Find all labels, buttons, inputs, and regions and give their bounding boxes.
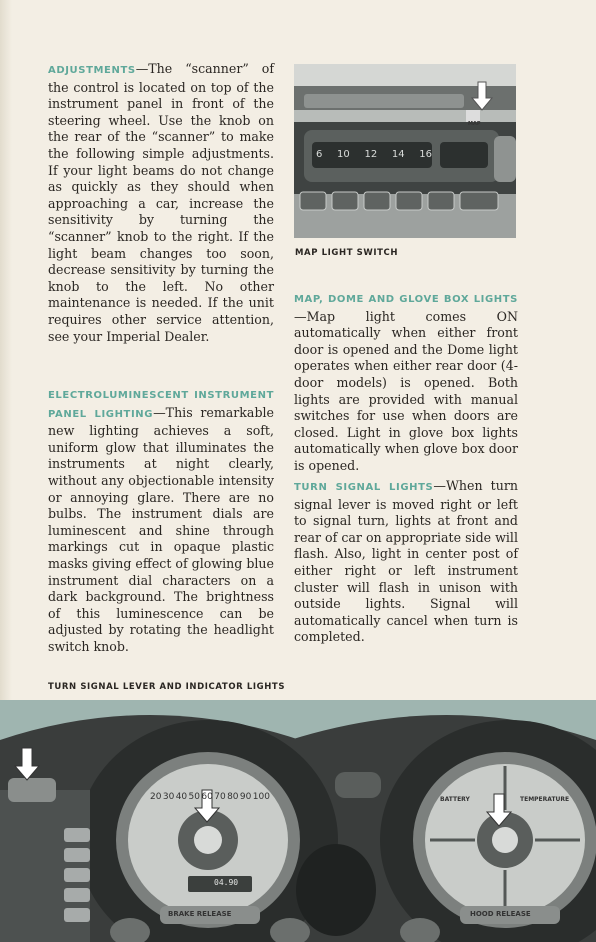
turn-signal-caption: TURN SIGNAL LEVER AND INDICATOR LIGHTS — [48, 682, 286, 692]
map-light-switch-photo — [294, 64, 516, 238]
map-dome-section — [294, 290, 518, 475]
electroluminescent-heading: ELECTROLUMINESCENT INSTRUMENT PANEL LIGHTING — [48, 390, 274, 420]
speedo-number: 80 — [227, 792, 239, 802]
speedo-number: 40 — [175, 792, 188, 802]
hood-release-label: HOOD RELEASE — [470, 910, 531, 918]
electroluminescent-section — [48, 386, 274, 656]
adjustments-section — [48, 61, 274, 345]
turn-signal-body: —When turn signal lever is moved right or left to signal turn, lights at front and rear of car on appropriate side will flash. Also, light in center post of either right or left instrument cluster will flash in unison with outside lights. Signal will automatically cancel when turn is completed. — [294, 478, 518, 645]
speedo-number: 20 — [150, 792, 162, 802]
adjustments-body: —The “scanner” of the control is located on top of the instrument panel in front of the steering wheel. Use the knob on the rear of the “scanner” to make the following simple adjustments. If your light beams do not change as quickly as they should when approaching a car, increase the sensitivity by turning the “scanner” knob to the right. If the light beam changes too soon, decrease sensitivity by turning the knob to the left. No other maintenance is needed. If the unit requires other service attention, see your Imperial Dealer. — [48, 61, 274, 344]
turn-signal-photo — [0, 700, 596, 942]
speedo-number: 70 — [214, 792, 226, 802]
brake-release-label: BRAKE RELEASE — [168, 910, 232, 918]
speedo-number: 90 — [239, 792, 252, 802]
speedo-number: 30 — [162, 792, 175, 802]
battery-dial-label: BATTERY — [440, 796, 470, 803]
page-binding-shadow — [0, 0, 12, 700]
radio-dial — [316, 149, 432, 160]
radio-dial-number: 6 — [316, 149, 323, 160]
map-switch-label: MAP — [468, 121, 481, 127]
speedo-number: 100 — [252, 792, 270, 802]
odometer-reading: 04.90 — [214, 878, 239, 887]
radio-dial-number: 14 — [391, 149, 405, 160]
radio-dial-number: 16 — [419, 149, 432, 160]
turn-signal-heading: TURN SIGNAL LIGHTS — [294, 482, 434, 493]
speedo-number: 50 — [188, 792, 200, 802]
radio-dial-number: 12 — [364, 149, 378, 160]
turn-signal-section — [294, 478, 518, 646]
electroluminescent-body: —This remarkable new lighting achieves a soft, uniform glow that illuminates the instruments at night clearly, without any objectionable intensity or annoying glare. There are no bulbs. The instrument dials are luminescent and shine through markings cut in opaque plastic masks giving effect of glowing blue instrument dial characters on a dark background. The brightness of this luminescence can be adjusted by rotating the headlight switch knob. — [48, 404, 274, 654]
map-dome-heading: MAP, DOME AND GLOVE BOX LIGHTS — [294, 294, 518, 305]
speedometer-numbers — [150, 792, 270, 802]
adjustments-heading: ADJUSTMENTS — [48, 65, 136, 76]
temperature-dial-label: TEMPERATURE — [520, 796, 570, 803]
map-light-caption: MAP LIGHT SWITCH — [295, 248, 399, 258]
map-dome-body: —Map light comes ON automatically when either front door is opened and the Dome light operates when either rear door (4-door models) is opened. Both lights are provided with manual switches for use when doors are closed. Light in glove box lights automatically when glove box door is opened. — [294, 308, 518, 473]
radio-dial-number: 10 — [337, 149, 350, 160]
speedo-number: 60 — [201, 792, 213, 802]
